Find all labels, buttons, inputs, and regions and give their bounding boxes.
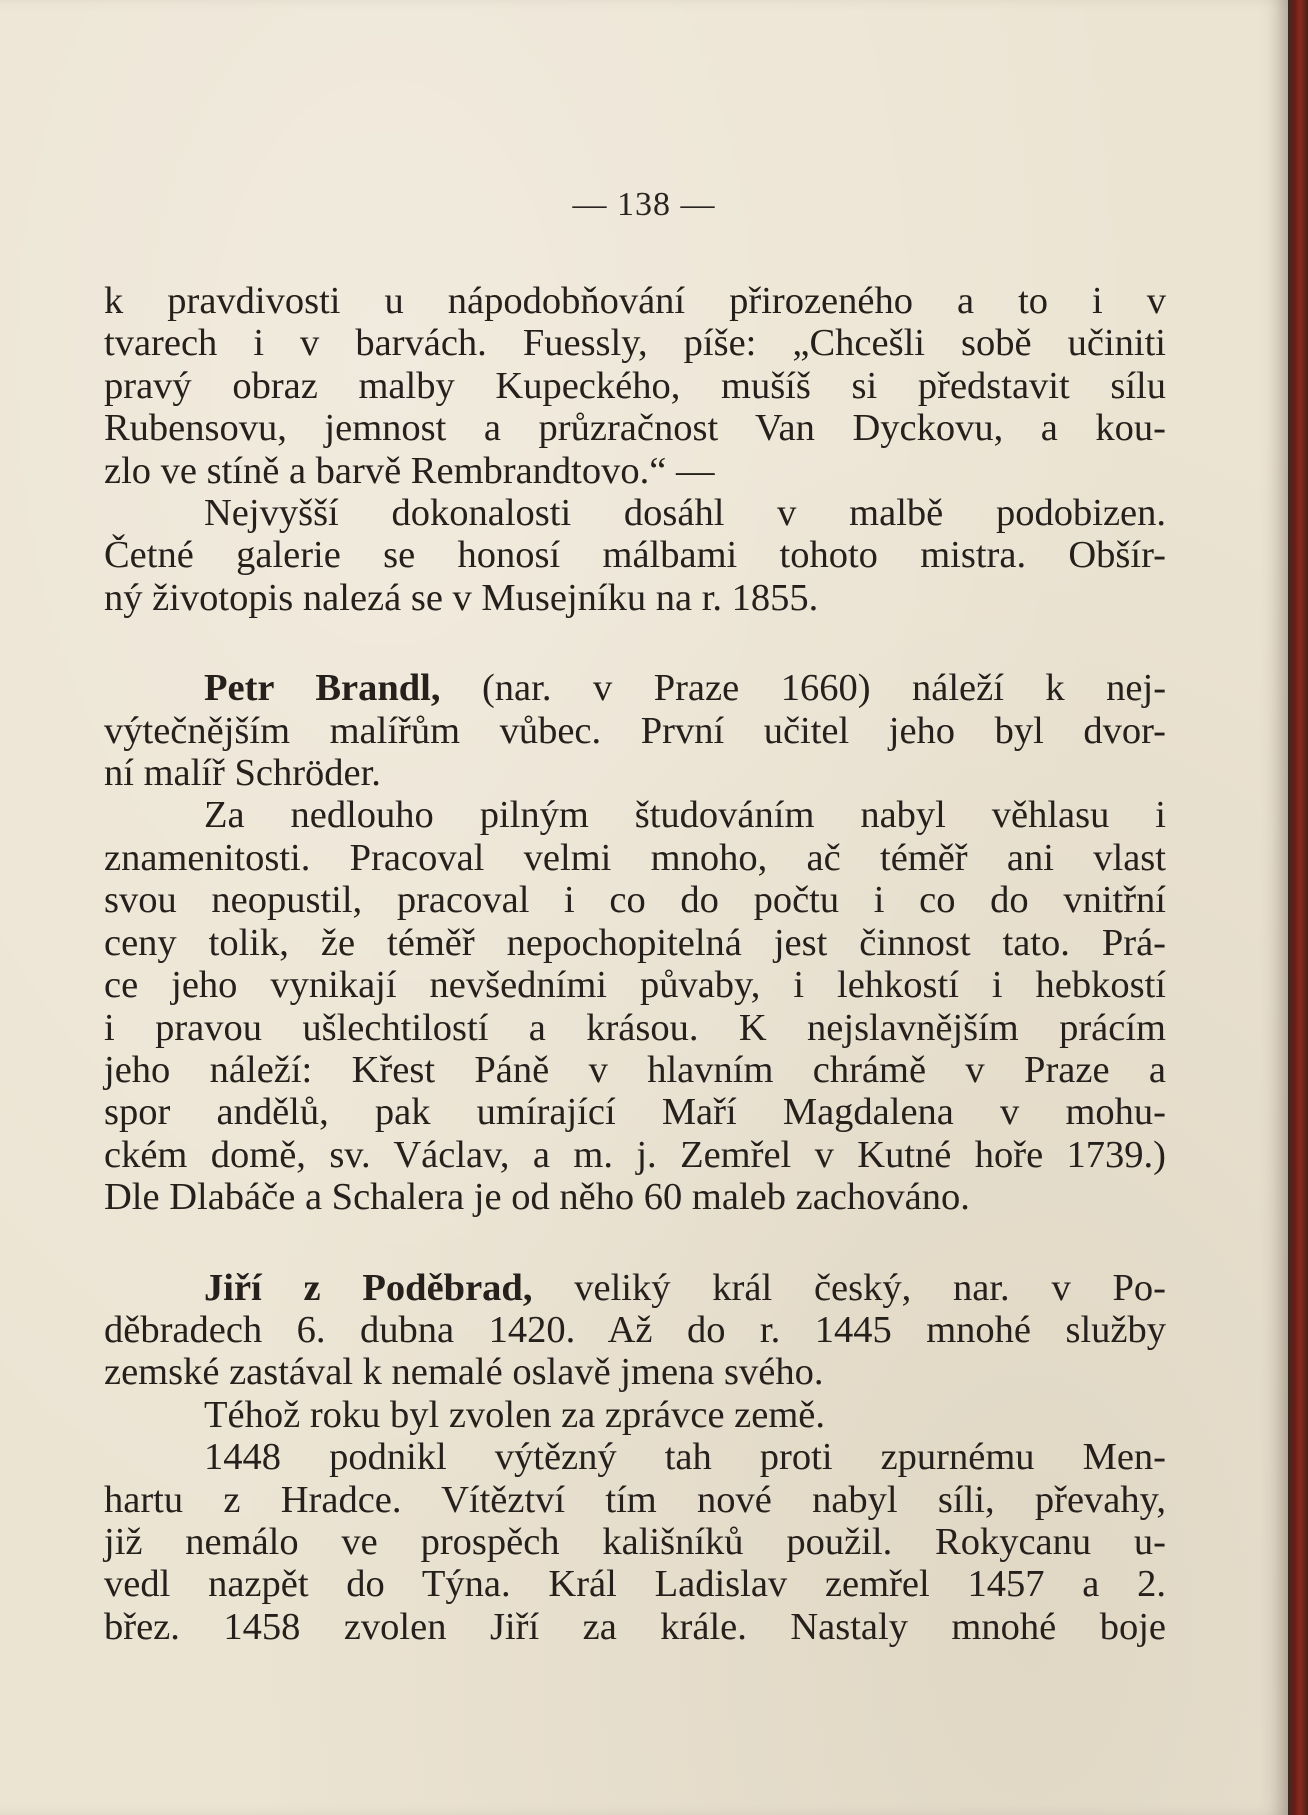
entry-petr-brandl — [104, 667, 1166, 794]
paragraph-brandl-works — [104, 794, 1166, 1218]
text-line: Dle Dlabáče a Schalera je od něho 60 maleb zachováno. — [104, 1176, 970, 1219]
text-line: zlo ve stíně a barvě Rembrandtovo.“ — — [104, 449, 715, 492]
text-line: břez. 1458 zvolen Jiří za krále. Nastaly mnohé boje — [104, 1605, 1166, 1648]
text-line: Za nedlouho pilným študováním nabyl věhlasu i — [204, 794, 1166, 837]
entry-heading-name: Petr Brandl, — [204, 667, 441, 710]
text-line: Četné galerie se honosí málbami tohoto mistra. Obšír- — [104, 534, 1166, 577]
text-line: jeho náleží: Křest Páně v hlavním chrámě v Praze a — [104, 1048, 1166, 1091]
text-line: ný životopis nalezá se v Musejníku na r. 1855. — [104, 576, 819, 619]
text-line: Téhož roku byl zvolen za zprávce země. — [204, 1393, 826, 1436]
text-line: vedl nazpět do Týna. Král Ladislav zemřel 1457 a 2. — [104, 1563, 1166, 1606]
entry-heading-rest: (nar. v Praze 1660) náleží k nej- — [481, 667, 1167, 710]
paragraph-1448-campaign — [104, 1436, 1166, 1648]
text-line: ckém domě, sv. Václav, a m. j. Zemřel v Kutné hoře 1739.) — [104, 1133, 1166, 1176]
book-spine-edge — [1288, 0, 1308, 1815]
paragraph-kupecky-continuation — [104, 280, 1166, 492]
text-line: tvarech i v barvách. Fuessly, píše: „Chcešli sobě učiniti — [104, 322, 1166, 365]
entry-heading-rest: veliký král český, nar. v Po- — [574, 1266, 1167, 1309]
paragraph-kupecky-portraits — [104, 492, 1166, 619]
page-text — [104, 280, 1166, 1648]
text-line: již nemálo ve prospěch kališníků použil. Rokycanu u- — [104, 1520, 1166, 1563]
paragraph-elected-administrator — [104, 1394, 1166, 1436]
entry-jiri-z-podebrad — [104, 1267, 1166, 1394]
text-line: ní malíř Schröder. — [104, 752, 381, 795]
entry-heading-name: Jiří z Poděbrad, — [204, 1266, 533, 1309]
text-line: ceny tolik, že téměř nepochopitelná jest činnost tato. Prá- — [104, 921, 1166, 964]
text-line: výtečnějším malířům vůbec. První učitel jeho byl dvor- — [104, 709, 1166, 752]
text-line: znamenitosti. Pracoval velmi mnoho, ač téměř ani vlast — [104, 836, 1166, 879]
text-line: děbradech 6. dubna 1420. Až do r. 1445 mnohé služby — [104, 1308, 1166, 1351]
text-line: zemské zastával k nemalé oslavě jmena svého. — [104, 1351, 824, 1394]
text-line: Rubensovu, jemnost a průzračnost Van Dyckovu, a kou- — [104, 407, 1166, 450]
text-line: ce jeho vynikají nevšedními půvaby, i lehkostí i hebkostí — [104, 964, 1166, 1007]
text-line: svou neopustil, pracoval i co do počtu i co do vnitřní — [104, 879, 1166, 922]
text-line: Nejvyšší dokonalosti dosáhl v malbě podobizen. — [204, 492, 1166, 535]
text-line: spor andělů, pak umírající Maří Magdalena v mohu- — [104, 1091, 1166, 1134]
entry-first-line — [104, 667, 1166, 709]
page-number: — 138 — — [572, 186, 716, 223]
text-line: k pravdivosti u nápodobňování přirozeného a to i v — [104, 280, 1166, 322]
text-line: 1448 podnikl výtězný tah proti zpurnému Men- — [204, 1436, 1166, 1479]
text-line: i pravou ušlechtilostí a krásou. K nejslavnějším prácím — [104, 1006, 1166, 1049]
text-line: pravý obraz malby Kupeckého, mušíš si představit sílu — [104, 364, 1166, 407]
entry-first-line — [104, 1267, 1166, 1309]
text-line: hartu z Hradce. Vítěztví tím nové nabyl síli, převahy, — [104, 1478, 1166, 1521]
